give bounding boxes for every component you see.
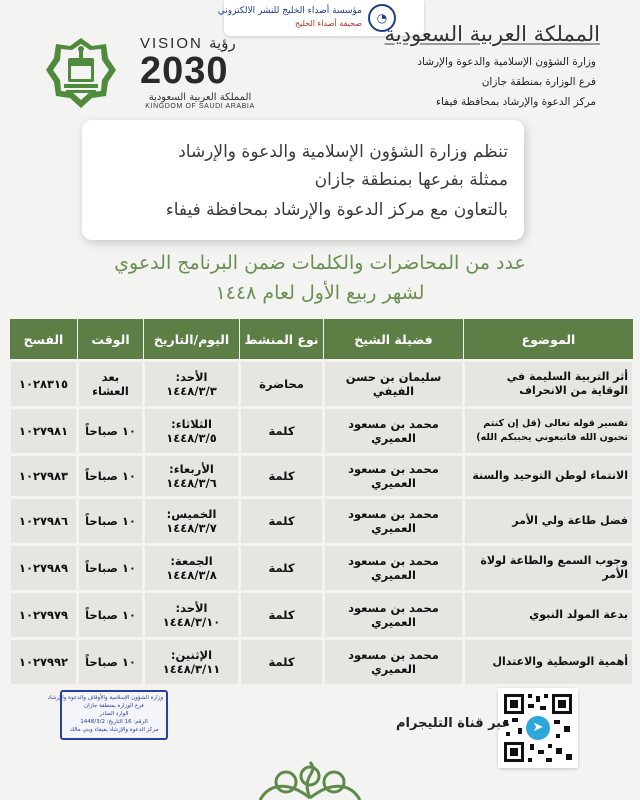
- stamp-line-5: مركز الدعوة والإرشاد بفيفاء وبني مالك: [69, 727, 159, 733]
- cell-time: ١٠ صباحاً: [78, 639, 144, 686]
- table-row: [10, 361, 634, 408]
- schedule-table: [8, 318, 635, 687]
- stamp-line-4: الرقم: 16 التاريخ: 1448/3/2: [80, 719, 148, 725]
- cell-activity-type: كلمة: [240, 592, 324, 639]
- vision-kingdom-english: KINGDOM OF SAUDI ARABIA: [145, 103, 255, 110]
- header-time: الوقت: [78, 319, 144, 361]
- cell-sheikh: محمد بن مسعود العميري: [324, 592, 464, 639]
- cell-topic: فضل طاعة ولي الأمر: [464, 498, 634, 545]
- cell-topic: أثر التربية السليمة في الوقاية من الانحراف: [464, 361, 634, 408]
- cell-sheikh: محمد بن مسعود العميري: [324, 639, 464, 686]
- cell-sheikh: سليمان بن حسن الفيفي: [324, 361, 464, 408]
- cell-day-date: الأحد: ١٤٤٨/٣/١٠: [144, 592, 240, 639]
- cell-activity-type: كلمة: [240, 498, 324, 545]
- cell-sheikh: محمد بن مسعود العميري: [324, 455, 464, 498]
- cell-activity-type: كلمة: [240, 455, 324, 498]
- cell-permit: ١٠٢٧٩٨١: [10, 408, 78, 455]
- program-title: عدد من المحاضرات والكلمات ضمن البرنامج الدعوي: [114, 252, 526, 274]
- cell-topic: الانتماء لوطن التوحيد والسنة: [464, 455, 634, 498]
- cell-activity-type: كلمة: [240, 639, 324, 686]
- cell-sheikh: محمد بن مسعود العميري: [324, 408, 464, 455]
- cell-sheikh: محمد بن مسعود العميري: [324, 498, 464, 545]
- cell-topic: تفسير قوله تعالى (قل إن كنتم تحبون الله فاتبعوني يحببكم الله): [464, 408, 634, 455]
- cell-time: ١٠ صباحاً: [78, 545, 144, 592]
- cell-permit: ١٠٢٧٩٨٩: [10, 545, 78, 592]
- cell-activity-type: كلمة: [240, 545, 324, 592]
- kingdom-title: المملكة العربية السعودية: [384, 22, 600, 46]
- official-stamp: [47, 690, 168, 740]
- telegram-icon: ➤: [526, 716, 550, 740]
- header-sheikh: فضيلة الشيخ: [324, 319, 464, 361]
- stamp-line-3: الوارد الصادر: [99, 711, 129, 717]
- header-activity-type: نوع المنشط: [240, 319, 324, 361]
- cell-activity-type: كلمة: [240, 408, 324, 455]
- intro-line-2: ممثلة بفرعها بمنطقة جازان: [314, 170, 508, 190]
- vision-kingdom-arabic: المملكة العربية السعودية: [148, 92, 252, 103]
- header-permit: الفسح: [10, 319, 78, 361]
- table-row: [10, 592, 634, 639]
- cell-activity-type: محاضرة: [240, 361, 324, 408]
- intro-line-1: تنظم وزارة الشؤون الإسلامية والدعوة والإرشاد: [178, 142, 508, 162]
- table-row: [10, 639, 634, 686]
- cell-day-date: الجمعة: ١٤٤٨/٣/٨: [144, 545, 240, 592]
- ministry-name: وزارة الشؤون الإسلامية والدعوة والإرشاد: [417, 56, 596, 68]
- table-row: [10, 498, 634, 545]
- cell-permit: ١٠٢٧٩٩٢: [10, 639, 78, 686]
- cell-permit: ١٠٢٨٣١٥: [10, 361, 78, 408]
- table-header-row: [10, 319, 634, 361]
- vision-title: VISION رؤية: [140, 35, 236, 52]
- intro-card: [82, 120, 524, 240]
- table-row: [10, 545, 634, 592]
- branch-name: فرع الوزارة بمنطقة جازان: [481, 76, 596, 88]
- table-row: [10, 455, 634, 498]
- publisher-logo-icon: ◔: [368, 4, 396, 32]
- publisher-newspaper: صحيفة أصداء الخليج: [294, 19, 362, 28]
- stamp-line-1: وزارة الشؤون الإسلامية والأوقاف والدعوة والإرشاد: [47, 695, 163, 701]
- cell-day-date: الخميس: ١٤٤٨/٣/٧: [144, 498, 240, 545]
- header-day-date: اليوم/التاريخ: [144, 319, 240, 361]
- bottom-ornament-icon: [230, 752, 390, 800]
- intro-line-3: بالتعاون مع مركز الدعوة والإرشاد بمحافظة فيفاء: [165, 200, 508, 220]
- cell-day-date: الأحد: ١٤٤٨/٣/٣: [144, 361, 240, 408]
- table-row: [10, 408, 634, 455]
- cell-permit: ١٠٢٧٩٨٦: [10, 498, 78, 545]
- cell-time: بعد العشاء: [78, 361, 144, 408]
- publisher-name: مؤسسة أصداء الخليج للنشر الالكتروني: [217, 6, 362, 16]
- vision-2030-logo: [140, 34, 260, 110]
- vision-number: 2030: [140, 50, 229, 92]
- ministry-logo-icon: [44, 36, 118, 110]
- cell-permit: ١٠٢٧٩٧٩: [10, 592, 78, 639]
- telegram-label[interactable]: عبر قناة التليجرام: [396, 716, 511, 731]
- cell-time: ١٠ صباحاً: [78, 592, 144, 639]
- center-name: مركز الدعوة والإرشاد بمحافظة فيفاء: [436, 96, 596, 108]
- cell-permit: ١٠٢٧٩٨٣: [10, 455, 78, 498]
- cell-topic: أهمية الوسطية والاعتدال: [464, 639, 634, 686]
- cell-sheikh: محمد بن مسعود العميري: [324, 545, 464, 592]
- cell-topic: بدعة المولد النبوي: [464, 592, 634, 639]
- cell-day-date: الإثنين: ١٤٤٨/٣/١١: [144, 639, 240, 686]
- cell-topic: وجوب السمع والطاعة لولاة الأمر: [464, 545, 634, 592]
- cell-time: ١٠ صباحاً: [78, 408, 144, 455]
- cell-time: ١٠ صباحاً: [78, 498, 144, 545]
- cell-day-date: الأربعاء: ١٤٤٨/٣/٦: [144, 455, 240, 498]
- program-month: لشهر ربيع الأول لعام ١٤٤٨: [215, 282, 425, 304]
- cell-time: ١٠ صباحاً: [78, 455, 144, 498]
- header-topic: الموضوع: [464, 319, 634, 361]
- stamp-line-2: فرع الوزارة بمنطقة جازان: [84, 703, 144, 709]
- cell-day-date: الثلاثاء: ١٤٤٨/٣/٥: [144, 408, 240, 455]
